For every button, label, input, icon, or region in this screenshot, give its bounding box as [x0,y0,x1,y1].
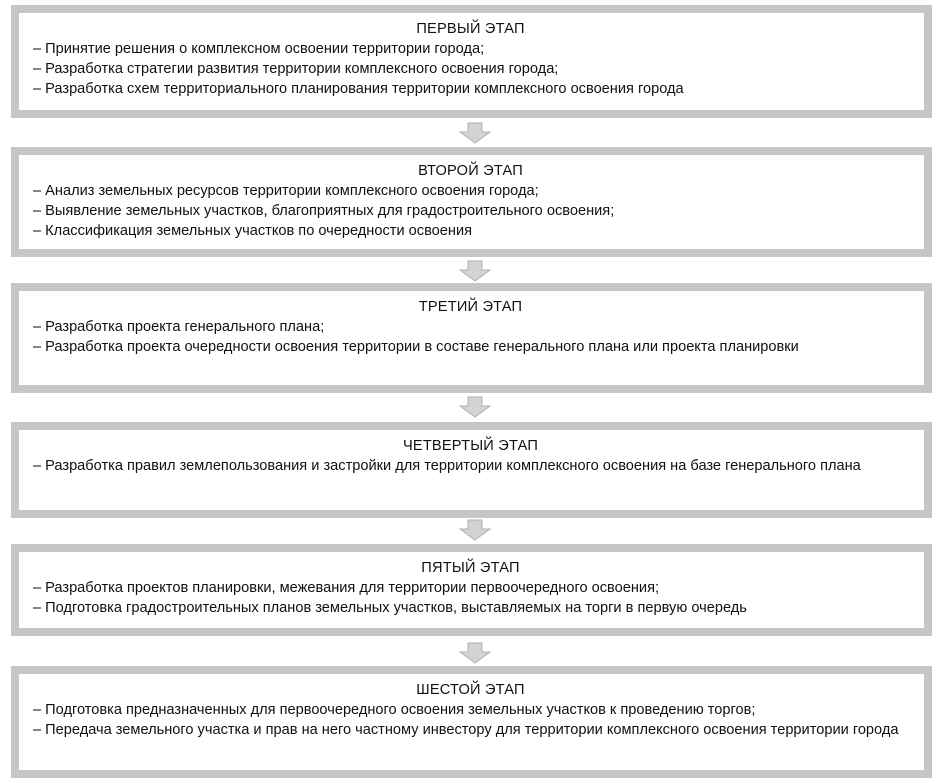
down-arrow-icon [455,260,495,282]
down-arrow-icon [455,396,495,418]
down-arrow-icon [455,122,495,144]
stage-3-box [11,283,932,393]
stage-2-item: – Выявление земельных участков, благоприятных для градостроительного освоения; [33,203,615,219]
stage-5-item: – Разработка проектов планировки, межевания для территории первоочередного освоения; [33,580,660,596]
stage-1-item: – Принятие решения о комплексном освоении территории города; [33,41,485,57]
stage-2-title: ВТОРОЙ ЭТАП [418,163,523,179]
stage-6-item: – Передача земельного участка и прав на него частному инвестору для территории комплексного освоения территории города [33,722,899,738]
stage-1-title: ПЕРВЫЙ ЭТАП [416,21,525,37]
stage-3-title: ТРЕТИЙ ЭТАП [418,299,523,315]
stage-1-box [11,5,932,118]
stage-2-box [11,147,932,257]
stage-6-item: – Подготовка предназначенных для первоочередного освоения земельных участков к проведению торгов; [33,702,756,718]
stage-5-item: – Подготовка градостроительных планов земельных участков, выставляемых на торги в первую очередь [33,600,747,616]
stage-6-box [11,666,932,778]
stage-1-item: – Разработка стратегии развития территории комплексного освоения города; [33,61,559,77]
down-arrow-icon [455,519,495,541]
stage-5-title: ПЯТЫЙ ЭТАП [421,560,520,576]
down-arrow-icon [455,642,495,664]
stage-2-item: – Анализ земельных ресурсов территории комплексного освоения города; [33,183,539,199]
stage-2-item: – Классификация земельных участков по очередности освоения [33,223,473,239]
stage-3-item: – Разработка проекта генерального плана; [33,319,325,335]
stage-6-title: ШЕСТОЙ ЭТАП [416,682,525,698]
stage-4-item: – Разработка правил землепользования и застройки для территории комплексного освоения на базе генерального плана [33,458,861,474]
stage-4-title: ЧЕТВЕРТЫЙ ЭТАП [402,438,539,454]
stage-5-box [11,544,932,636]
stage-4-box [11,422,932,518]
stage-1-item: – Разработка схем территориального планирования территории комплексного освоения города [33,81,684,97]
stage-3-item: – Разработка проекта очередности освоения территории в составе генерального плана или проекта планировки [33,339,799,355]
